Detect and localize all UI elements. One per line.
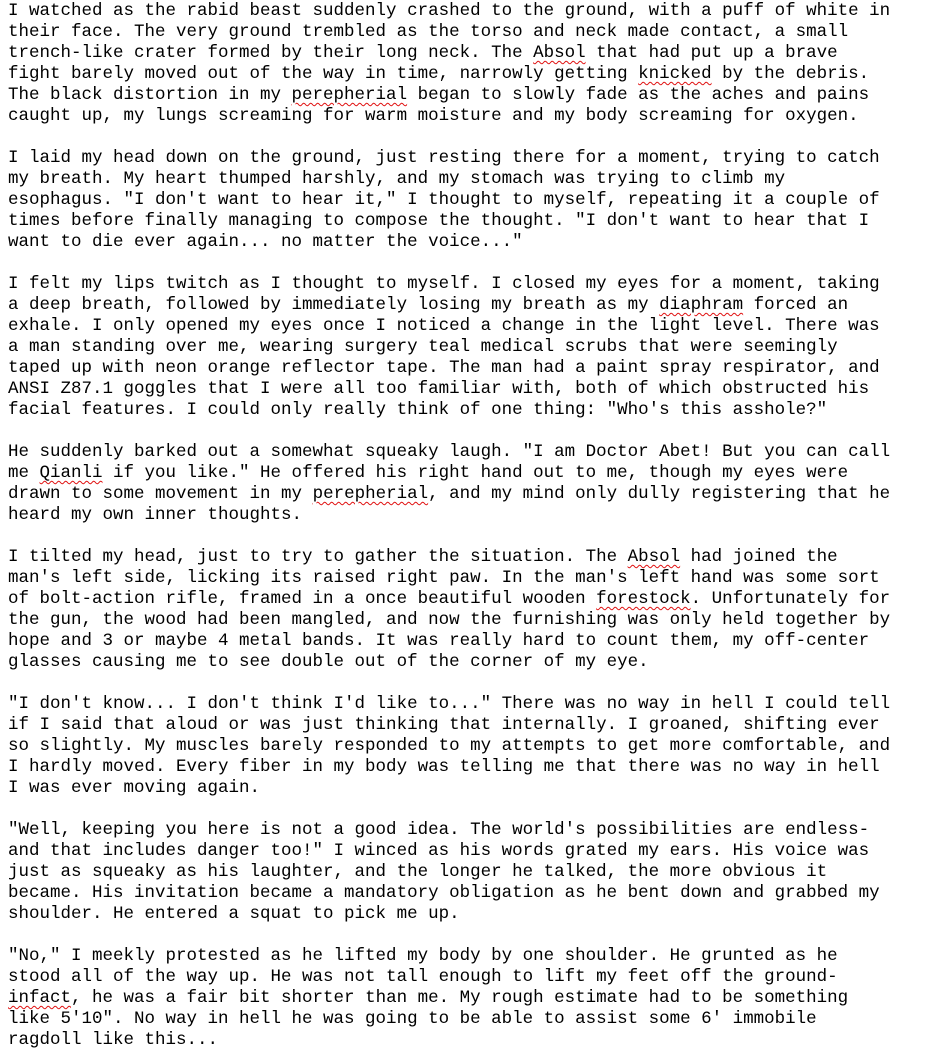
blank-line — [8, 127, 937, 148]
text-line — [8, 736, 937, 757]
blank-line — [8, 925, 937, 946]
text-line — [8, 43, 937, 64]
text-line — [8, 820, 937, 841]
text-line — [8, 232, 937, 253]
text-run: exhale. I only opened my eyes once I noticed a change in the light level. There was — [8, 316, 880, 336]
text-line — [8, 946, 937, 967]
text-run: I hardly moved. Every fiber in my body was telling me that there was no way in hell — [8, 757, 880, 777]
text-line — [8, 988, 937, 1009]
text-line — [8, 463, 937, 484]
text-line — [8, 505, 937, 526]
text-run: , and my mind only dully registering that he — [428, 484, 891, 504]
text-run: facial features. I could only really think of one thing: "Who's this asshole?" — [8, 400, 828, 420]
blank-line — [8, 799, 937, 820]
misspelled-word: Absol — [627, 547, 681, 567]
text-line — [8, 400, 937, 421]
text-run: stood all of the way up. He was not tall enough to lift my feet off the ground- — [8, 967, 838, 987]
text-run: I was ever moving again. — [8, 778, 261, 798]
text-line — [8, 589, 937, 610]
text-line — [8, 295, 937, 316]
text-line — [8, 757, 937, 778]
text-run: times before finally managing to compose the thought. "I don't want to hear that I — [8, 211, 870, 231]
misspelled-word: diaphram — [659, 295, 744, 315]
text-run: had joined the — [680, 547, 838, 567]
text-line — [8, 358, 937, 379]
text-run: I tilted my head, just to try to gather the situation. The — [8, 547, 628, 567]
text-run: glasses causing me to see double out of the corner of my eye. — [8, 652, 649, 672]
text-run: if you like." He offered his right hand out to me, though my eyes were — [102, 463, 849, 483]
text-run: , he was a fair bit shorter than me. My rough estimate had to be something — [71, 988, 849, 1008]
text-run: caught up, my lungs screaming for warm moisture and my body screaming for oxygen. — [8, 106, 859, 126]
text-run: a man standing over me, wearing surgery teal medical scrubs that were seemingly — [8, 337, 838, 357]
text-line — [8, 1030, 937, 1051]
text-line — [8, 652, 937, 673]
text-line — [8, 568, 937, 589]
text-run: became. His invitation became a mandatory obligation as he bent down and grabbed my — [8, 883, 880, 903]
text-run: the gun, the wood had been mangled, and now the furnishing was only held together by — [8, 610, 891, 630]
text-run: "I don't know... I don't think I'd like to..." There was no way in hell I could tell — [8, 694, 891, 714]
text-line — [8, 316, 937, 337]
text-line — [8, 694, 937, 715]
text-run: hope and 3 or maybe 4 metal bands. It was really hard to count them, my off-center — [8, 631, 870, 651]
text-run: He suddenly barked out a somewhat squeaky laugh. "I am Doctor Abet! But you can call — [8, 442, 891, 462]
misspelled-word: forestock — [596, 589, 691, 609]
text-line — [8, 1, 937, 22]
text-run: if I said that aloud or was just thinking that internally. I groaned, shifting ever — [8, 715, 880, 735]
text-line — [8, 862, 937, 883]
text-line — [8, 631, 937, 652]
blank-line — [8, 526, 937, 547]
text-run: "No," I meekly protested as he lifted my body by one shoulder. He grunted as he — [8, 946, 838, 966]
text-run: taped up with neon orange reflector tape. The man had a paint spray respirator, and — [8, 358, 880, 378]
text-run: I laid my head down on the ground, just resting there for a moment, trying to catch — [8, 148, 880, 168]
text-run: forced an — [743, 295, 849, 315]
text-run: "Well, keeping you here is not a good idea. The world's possibilities are endless- — [8, 820, 870, 840]
text-run: I watched as the rabid beast suddenly crashed to the ground, with a puff of white in — [8, 1, 891, 21]
blank-line — [8, 421, 937, 442]
misspelled-word: infact — [8, 988, 72, 1008]
text-run: their face. The very ground trembled as the torso and neck made contact, a small — [8, 22, 849, 42]
text-run: trench-like crater formed by their long neck. The — [8, 43, 534, 63]
text-run: by the debris. — [711, 64, 870, 84]
text-line — [8, 967, 937, 988]
text-line — [8, 64, 937, 85]
text-line — [8, 1009, 937, 1030]
text-run: ANSI Z87.1 goggles that I were all too familiar with, both of which obstructed his — [8, 379, 870, 399]
text-run: want to die ever again... no matter the voice..." — [8, 232, 523, 252]
misspelled-word: perepherial — [291, 85, 408, 105]
text-run: The black distortion in my — [8, 85, 292, 105]
misspelled-word: perepherial — [312, 484, 429, 504]
text-line — [8, 841, 937, 862]
text-line — [8, 778, 937, 799]
text-line — [8, 610, 937, 631]
text-line — [8, 85, 937, 106]
text-run: so slightly. My muscles barely responded to my attempts to get more comfortable, and — [8, 736, 891, 756]
misspelled-word: knicked — [638, 64, 712, 84]
misspelled-word: Qianli — [39, 463, 103, 483]
text-line — [8, 148, 937, 169]
text-line — [8, 190, 937, 211]
text-run: like 5'10". No way in hell he was going to be able to assist some 6' immobile — [8, 1009, 817, 1029]
text-run: esophagus. "I don't want to hear it," I thought to myself, repeating it a couple of — [8, 190, 880, 210]
text-line — [8, 883, 937, 904]
text-run: and that includes danger too!" I winced as his words grated my ears. His voice was — [8, 841, 870, 861]
text-run: heard my own inner thoughts. — [8, 505, 303, 525]
blank-line — [8, 253, 937, 274]
text-run: fight barely moved out of the way in time, narrowly getting — [8, 64, 639, 84]
text-run: drawn to some movement in my — [8, 484, 313, 504]
text-run: . Unfortunately for — [690, 589, 891, 609]
text-run: began to slowly fade as the aches and pains — [407, 85, 870, 105]
text-line — [8, 484, 937, 505]
text-line — [8, 274, 937, 295]
text-run: man's left side, licking its raised right paw. In the man's left hand was some sort — [8, 568, 880, 588]
text-line — [8, 442, 937, 463]
text-run: my breath. My heart thumped harshly, and my stomach was trying to climb my — [8, 169, 786, 189]
text-line — [8, 379, 937, 400]
text-run: I felt my lips twitch as I thought to myself. I closed my eyes for a moment, taking — [8, 274, 880, 294]
misspelled-word: Absol — [533, 43, 586, 63]
text-line — [8, 904, 937, 925]
text-run: that had put up a brave — [585, 43, 838, 63]
text-line — [8, 22, 937, 43]
text-line — [8, 337, 937, 358]
text-run: a deep breath, followed by immediately losing my breath as my — [8, 295, 660, 315]
text-line — [8, 106, 937, 127]
text-run: of bolt-action rifle, framed in a once beautiful wooden — [8, 589, 597, 609]
blank-line — [8, 673, 937, 694]
text-line — [8, 715, 937, 736]
text-line — [8, 211, 937, 232]
text-line — [8, 547, 937, 568]
text-run: just as squeaky as his laughter, and the longer he talked, the more obvious it — [8, 862, 828, 882]
text-run: ragdoll like this... — [8, 1030, 219, 1050]
text-run: shoulder. He entered a squat to pick me up. — [8, 904, 460, 924]
text-line — [8, 169, 937, 190]
text-run: me — [8, 463, 40, 483]
